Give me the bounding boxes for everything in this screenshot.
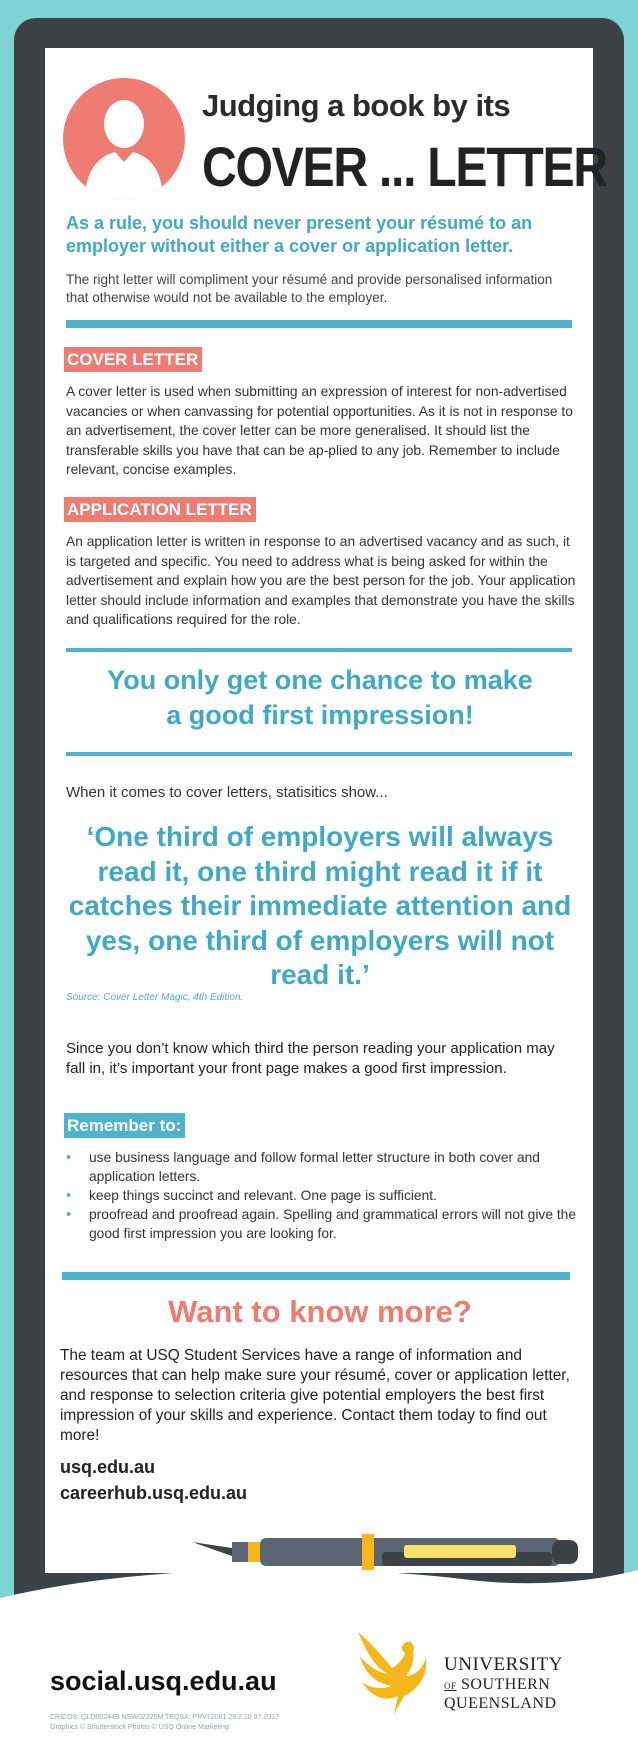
university-southern: SOUTHERN bbox=[461, 1676, 551, 1693]
list-item: • keep things succinct and relevant. One page is sufficient. bbox=[66, 1186, 576, 1205]
university-name-line-1: UNIVERSITY bbox=[444, 1654, 563, 1675]
list-item: • use business language and follow formal letter structure in both cover and application letters. bbox=[66, 1148, 576, 1186]
want-to-know-more-heading: Want to know more? bbox=[168, 1294, 472, 1329]
remember-heading: Remember to: bbox=[64, 1113, 185, 1138]
university-name-line-2 bbox=[444, 1676, 550, 1694]
divider bbox=[66, 752, 572, 756]
cover-letter-body: A cover letter is used when submitting an expression of interest for non-advertised vacancies or when canvassing for potential opportunities. As it is not in response to an advertisement, the cover letter can be more generalised. It should list the transferable skills you have that can be ap-plied to any job. Remember to include relevant, concise examples. bbox=[66, 384, 573, 477]
application-letter-body: An application letter is written in response to an advertised vacancy and as such, it is targeted and specific. You need to address what is being asked for within the advertisement and explain how you are the best person for the job. Your application letter should include information and examples that demonstrate you have the skills and qualifications required for the role. bbox=[66, 534, 576, 627]
remember-list bbox=[66, 1148, 576, 1243]
social-url[interactable]: social.usq.edu.au bbox=[50, 1666, 277, 1696]
quote-source: Source: Cover Letter Magic, 4th Edition. bbox=[66, 992, 244, 1003]
list-item: • proofread and proofread again. Spelling and grammatical errors will not give the good first impression you are looking for. bbox=[66, 1205, 576, 1243]
phoenix-logo-icon bbox=[352, 1626, 434, 1718]
person-silhouette-icon bbox=[63, 78, 185, 200]
impression-line-1: You only get one chance to make bbox=[107, 665, 533, 695]
stats-lead: When it comes to cover letters, statisitics show... bbox=[66, 784, 388, 801]
university-of: OF bbox=[444, 1681, 457, 1691]
more-info-body: The team at USQ Student Services have a range of information and resources that can help make sure your résumé, cover or application letter, and response to selection criteria give potential employers the best first impression of your skills and experience. Contact them today to find out more! bbox=[60, 1347, 570, 1444]
title-line-2: COVER ... LETTER bbox=[202, 135, 607, 198]
cover-letter-heading: COVER LETTER bbox=[64, 347, 202, 372]
intro-lead: As a rule, you should never present your résumé to an employer without either a cover or application letter. bbox=[66, 213, 533, 256]
impression-line-2: a good first impression! bbox=[166, 700, 474, 730]
divider bbox=[66, 320, 572, 328]
first-impression-callout bbox=[66, 663, 574, 733]
usq-link[interactable]: usq.edu.au bbox=[60, 1457, 156, 1477]
university-name-line-3: QUEENSLAND bbox=[444, 1695, 557, 1712]
careerhub-link[interactable]: careerhub.usq.edu.au bbox=[60, 1483, 248, 1503]
cricos-text: CRICOS: QLD00244B NSW02225M TEQSA: PRV12081 29.2.10 07.2017 bbox=[50, 1714, 279, 1721]
intro-body: The right letter will compliment your résumé and provide personalised information that otherwise would not be available to the employer. bbox=[66, 272, 553, 305]
divider bbox=[62, 1272, 570, 1280]
title-line-1: Judging a book by its bbox=[202, 88, 511, 123]
divider bbox=[66, 648, 572, 652]
application-letter-heading: APPLICATION LETTER bbox=[64, 497, 256, 522]
statistics-quote: ‘One third of employers will always read it, one third might read it if it catches their immediate attention and yes, one third of employers will not read it.’ bbox=[68, 821, 572, 990]
since-paragraph: Since you don’t know which third the person reading your application may fall in, it’s important your front page makes a good first impression. bbox=[66, 1040, 555, 1077]
credits-text: Graphics © Shutterstock Photos © USQ Online Marketing bbox=[50, 1724, 229, 1731]
